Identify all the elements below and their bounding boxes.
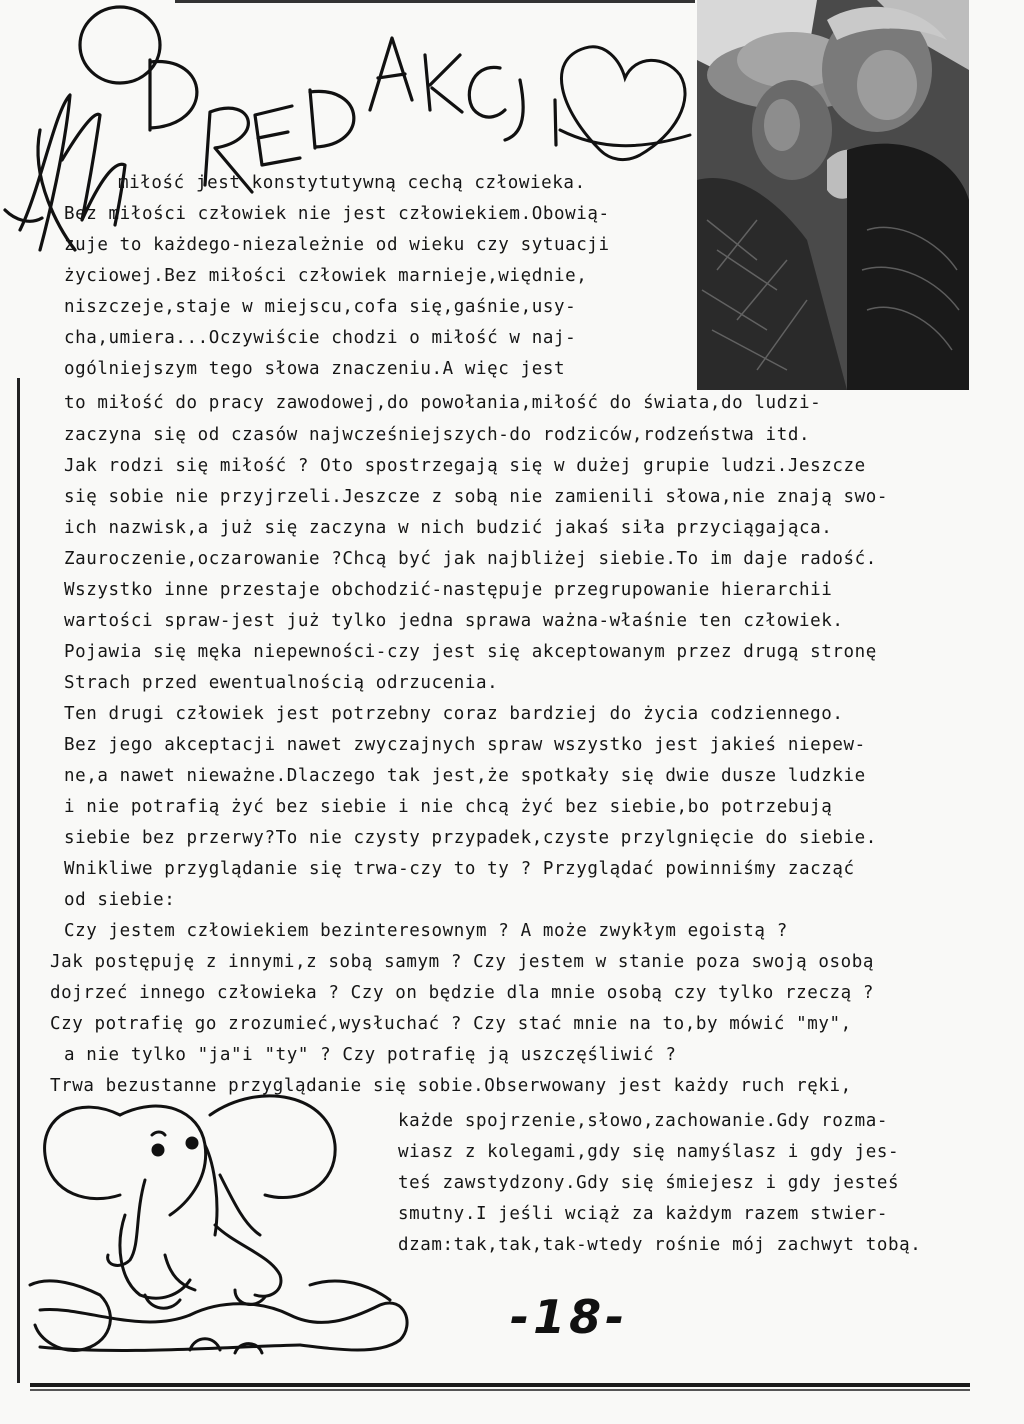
article-line: Bez miłości człowiek nie jest człowiekiem.Obowią- [64, 204, 610, 224]
article-line: od siebie: [64, 890, 176, 910]
article-line: Zauroczenie,oczarowanie ?Chcą być jak najbliżej siebie.To im daje radość. [64, 549, 877, 569]
page-number: -18- [510, 1290, 629, 1344]
heart-doodle-icon [560, 47, 690, 160]
article-line: ogólniejszym tego słowa znaczeniu.A więc jest [64, 359, 566, 379]
article-line: ich nazwisk,a już się zaczyna w nich budzić jakaś siła przyciągająca. [64, 518, 833, 538]
bottom-rule [30, 1383, 970, 1387]
article-line: cha,umiera...Oczywiście chodzi o miłość w naj- [64, 328, 577, 348]
article-line: ne,a nawet nieważne.Dlaczego tak jest,że spotkały się dwie dusze ludzkie [64, 766, 866, 786]
article-line: i nie potrafią żyć bez siebie i nie chcą żyć bez siebie,bo potrzebują [64, 797, 833, 817]
article-line: to miłość do pracy zawodowej,do powołania,miłość do świata,do ludzi- [64, 393, 822, 413]
article-line: Pojawia się męka niepewności-czy jest się akceptowanym przez drugą stronę [64, 642, 877, 662]
article-line: zuje to każdego-niezależnie od wieku czy sytuacji [64, 235, 610, 255]
article-line: Jak postępuję z innymi,z sobą samym ? Czy jestem w stanie poza swoją osobą [50, 952, 875, 972]
elephant-pair-drawing [20, 1085, 420, 1375]
article-line: Strach przed ewentualnością odrzucenia. [64, 673, 499, 693]
article-line: wiasz z kolegami,gdy się namyślasz i gdy jes- [398, 1142, 900, 1162]
couple-photo [697, 0, 969, 390]
article-line: a nie tylko "ja"i "ty" ? Czy potrafię ją uszczęśliwić ? [64, 1045, 677, 1065]
article-line: Czy jestem człowiekiem bezinteresownym ? A może zwykłym egoistą ? [64, 921, 788, 941]
article-line: Bez jego akceptacji nawet zwyczajnych spraw wszystko jest jakieś niepew- [64, 735, 866, 755]
article-line: zaczyna się od czasów najwcześniejszych-do rodziców,rodzeństwa itd. [64, 425, 811, 445]
article-line: smutny.I jeśli wciąż za każdym razem stwier- [398, 1204, 888, 1224]
article-line: wartości spraw-jest już tylko jedna sprawa ważna-właśnie ten człowiek. [64, 611, 844, 631]
header-handwritten-title [0, 0, 700, 270]
bottom-rule-thin [30, 1389, 970, 1391]
article-line: się sobie nie przyjrzeli.Jeszcze z sobą nie zamienili słowa,nie znają swo- [64, 487, 889, 507]
article-line: teś zawstydzony.Gdy się śmiejesz i gdy jesteś [398, 1173, 900, 1193]
article-line: Ten drugi człowiek jest potrzebny coraz bardziej do życia codziennego. [64, 704, 844, 724]
article-line: Trwa bezustanne przyglądanie się sobie.Obserwowany jest każdy ruch ręki, [50, 1076, 852, 1096]
article-line: dojrzeć innego człowieka ? Czy on będzie dla mnie osobą czy tylko rzeczą ? [50, 983, 875, 1003]
article-line: dzam:tak,tak,tak-wtedy rośnie mój zachwyt tobą. [398, 1235, 922, 1255]
article-line: każde spojrzenie,słowo,zachowanie.Gdy rozma- [398, 1111, 888, 1131]
article-line: Wnikliwe przyglądanie się trwa-czy to ty ? Przyglądać powinniśmy zacząć [64, 859, 855, 879]
article-line: Jak rodzi się miłość ? Oto spostrzegają się w dużej grupie ludzi.Jeszcze [64, 456, 866, 476]
article-line: Czy potrafię go zrozumieć,wysłuchać ? Czy stać mnie na to,by mówić "my", [50, 1014, 852, 1034]
article-line: siebie bez przerwy?To nie czysty przypadek,czyste przylgnięcie do siebie. [64, 828, 877, 848]
article-line: niszczeje,staje w miejscu,cofa się,gaśnie,usy- [64, 297, 577, 317]
article-line: życiowej.Bez miłości człowiek marnieje,więdnie, [64, 266, 588, 286]
article-line: Wszystko inne przestaje obchodzić-następuje przegrupowanie hierarchii [64, 580, 833, 600]
article-line: miłość jest konstytutywną cechą człowieka. [118, 173, 586, 193]
